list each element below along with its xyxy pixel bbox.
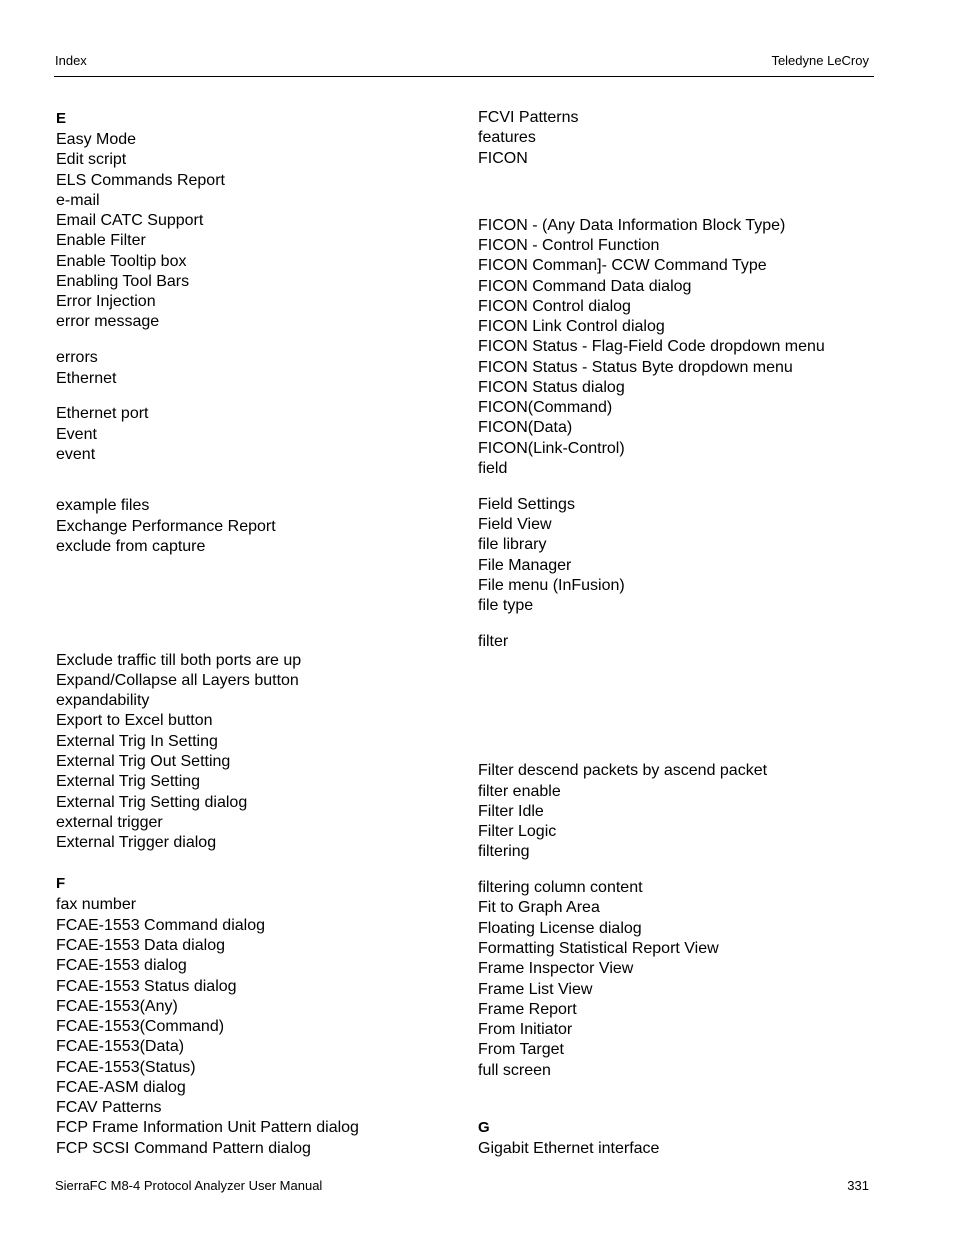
index-entry[interactable]: Event [56, 426, 97, 443]
running-header-left: Index [55, 53, 87, 68]
index-entry[interactable]: From Initiator [478, 1021, 573, 1038]
index-entry[interactable]: Exchange Performance Report [56, 518, 276, 535]
index-entry[interactable]: FICON [478, 150, 528, 167]
index-entry[interactable]: Edit script [56, 151, 127, 168]
index-entry[interactable]: External Trig In Setting [56, 733, 218, 750]
index-entry[interactable]: Error Injection [56, 293, 156, 310]
index-entry[interactable]: file library [478, 536, 547, 553]
index-entry[interactable]: FCVI Patterns [478, 109, 579, 126]
index-entry[interactable]: event [56, 446, 96, 463]
index-entry[interactable]: example files [56, 497, 150, 514]
index-entry[interactable]: FCAE-1553(Data) [56, 1038, 185, 1055]
index-entry[interactable]: Floating License dialog [478, 920, 642, 937]
index-entry[interactable]: features [478, 129, 536, 146]
index-entry[interactable]: Exclude traffic till both ports are up [56, 652, 302, 669]
index-entry[interactable]: Filter Idle [478, 803, 544, 820]
running-header-right: Teledyne LeCroy [771, 53, 869, 68]
index-entry[interactable]: Field Settings [478, 496, 575, 513]
index-entry[interactable]: Ethernet port [56, 405, 149, 422]
index-entry[interactable]: FCAE-ASM dialog [56, 1079, 186, 1096]
index-entry[interactable]: filter [478, 633, 509, 650]
footer-page-number: 331 [847, 1178, 869, 1193]
index-entry[interactable]: Field View [478, 516, 552, 533]
index-entry[interactable]: FCP Frame Information Unit Pattern dialog [56, 1119, 359, 1136]
index-entry[interactable]: FICON(Data) [478, 419, 573, 436]
index-entry[interactable]: Frame List View [478, 981, 593, 998]
index-entry[interactable]: Enable Tooltip box [56, 253, 187, 270]
index-entry[interactable]: expandability [56, 692, 150, 709]
index-entry[interactable]: external trigger [56, 814, 163, 831]
index-entry[interactable]: FICON Link Control dialog [478, 318, 665, 335]
index-entry[interactable]: FICON Status - Status Byte dropdown menu [478, 359, 793, 376]
index-entry[interactable]: filter enable [478, 783, 561, 800]
index-entry[interactable]: Enabling Tool Bars [56, 273, 190, 290]
index-entry[interactable]: full screen [478, 1062, 551, 1079]
index-entry[interactable]: Email CATC Support [56, 212, 204, 229]
index-entry[interactable]: Ethernet [56, 370, 117, 387]
header-rule [54, 76, 874, 77]
index-entry[interactable]: FICON(Command) [478, 399, 613, 416]
index-entry[interactable]: Enable Filter [56, 232, 146, 249]
index-entry[interactable]: Formatting Statistical Report View [478, 940, 719, 957]
index-entry[interactable]: field [478, 460, 508, 477]
index-entry[interactable]: fax number [56, 896, 137, 913]
index-entry[interactable]: External Trigger dialog [56, 834, 217, 851]
index-entry[interactable]: Frame Report [478, 1001, 577, 1018]
index-entry[interactable]: FICON Comman]- CCW Command Type [478, 257, 767, 274]
index-entry[interactable]: FCAE-1553 dialog [56, 957, 187, 974]
index-letter-heading: F [56, 875, 66, 892]
index-entry[interactable]: External Trig Setting dialog [56, 794, 248, 811]
index-entry[interactable]: FICON - Control Function [478, 237, 660, 254]
index-entry[interactable]: FCAE-1553 Command dialog [56, 917, 265, 934]
index-entry[interactable]: File Manager [478, 557, 572, 574]
index-entry[interactable]: FICON(Link-Control) [478, 440, 625, 457]
index-entry[interactable]: Filter Logic [478, 823, 557, 840]
index-letter-heading: E [56, 110, 67, 127]
index-entry[interactable]: error message [56, 313, 160, 330]
index-letter-heading: G [478, 1119, 490, 1136]
index-entry[interactable]: FICON Status dialog [478, 379, 625, 396]
index-entry[interactable]: Easy Mode [56, 131, 137, 148]
index-entry[interactable]: FCAE-1553 Data dialog [56, 937, 225, 954]
index-entry[interactable]: FCAE-1553(Command) [56, 1018, 225, 1035]
index-entry[interactable]: FCAE-1553(Any) [56, 998, 178, 1015]
index-entry[interactable]: Frame Inspector View [478, 960, 634, 977]
index-entry[interactable]: filtering column content [478, 879, 643, 896]
index-entry[interactable]: External Trig Setting [56, 773, 201, 790]
index-entry[interactable]: exclude from capture [56, 538, 206, 555]
index-entry[interactable]: FCAE-1553 Status dialog [56, 978, 237, 995]
index-entry[interactable]: filtering [478, 843, 530, 860]
index-entry[interactable]: Filter descend packets by ascend packet [478, 762, 768, 779]
footer-manual-title: SierraFC M8-4 Protocol Analyzer User Manual [55, 1178, 323, 1193]
index-entry[interactable]: FICON - (Any Data Information Block Type) [478, 217, 786, 234]
index-entry[interactable]: ELS Commands Report [56, 172, 225, 189]
index-entry[interactable]: FCAE-1553(Status) [56, 1059, 196, 1076]
index-entry[interactable]: errors [56, 349, 98, 366]
index-entry[interactable]: Gigabit Ethernet interface [478, 1140, 660, 1157]
index-entry[interactable]: File menu (InFusion) [478, 577, 625, 594]
index-entry[interactable]: Export to Excel button [56, 712, 213, 729]
index-entry[interactable]: FICON Command Data dialog [478, 278, 692, 295]
index-entry[interactable]: FCAV Patterns [56, 1099, 162, 1116]
index-entry[interactable]: From Target [478, 1041, 564, 1058]
index-entry[interactable]: Expand/Collapse all Layers button [56, 672, 299, 689]
index-entry[interactable]: Fit to Graph Area [478, 899, 600, 916]
index-entry[interactable]: FICON Control dialog [478, 298, 631, 315]
index-entry[interactable]: e-mail [56, 192, 100, 209]
index-entry[interactable]: FCP SCSI Command Pattern dialog [56, 1140, 311, 1157]
index-entry[interactable]: External Trig Out Setting [56, 753, 231, 770]
index-entry[interactable]: file type [478, 597, 534, 614]
index-entry[interactable]: FICON Status - Flag-Field Code dropdown menu [478, 338, 825, 355]
